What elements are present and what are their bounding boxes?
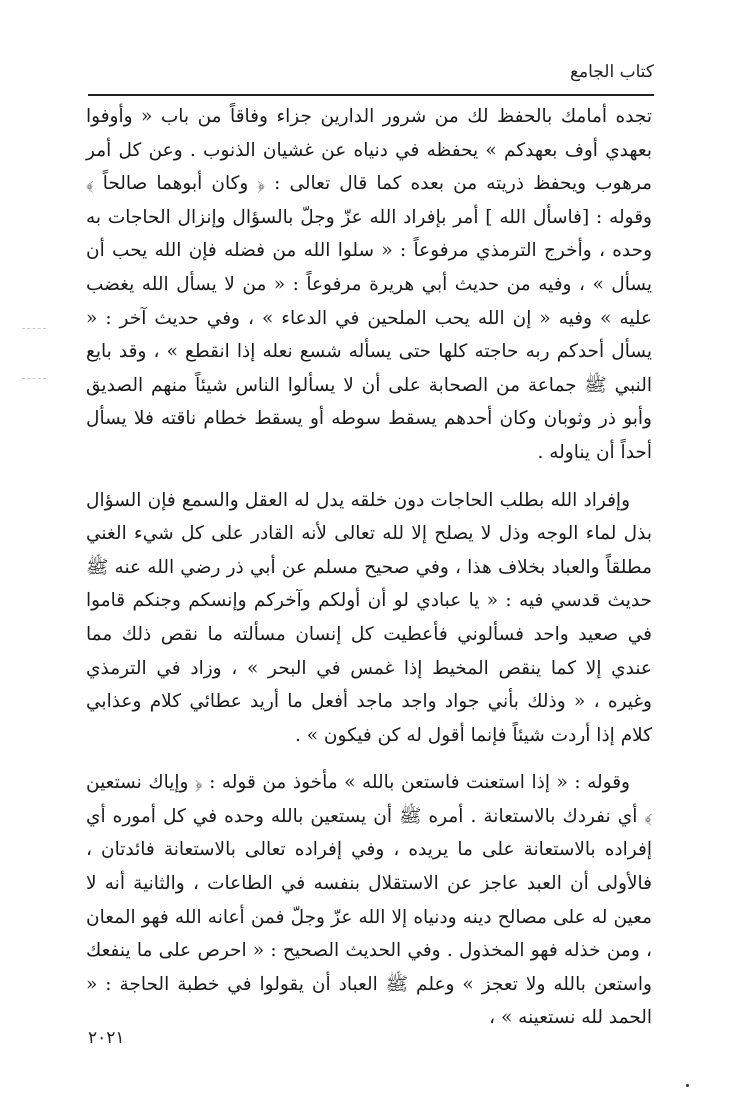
paragraph-2: وإفراد الله بطلب الحاجات دون خلقه يدل له العقل والسمع فإن السؤال بذل لماء الوجه وذل لا يصلح إلا لله تعالى لأنه القادر على كل شيء الغني مطلقاً والعباد بخلاف هذا ، وفي صحيح مسلم عن أبي ذر رضي الله عنه ﷺ حديث قدسي فيه : « يا عبادي لو أن أولكم وآخركم وإنسكم وجنكم قاموا في صعيد واحد فسألوني فأعطيت كل إنسان مسألته ما نقص ذلك مما عندي إلا كما ينقص المخيط إذا غمس في البحر » ، وزاد في الترمذي وغيره ، « وذلك بأني جواد واجد ماجد أفعل ما أريد عطائي كلام وعذابي كلام إذا أردت شيئاً فإنما أقول له كن فيكون » . bbox=[86, 489, 652, 746]
margin-scan-mark bbox=[22, 378, 46, 379]
paragraph-3: وقوله : « إذا استعنت فاستعن بالله » مأخوذ من قوله : ﴿ وإياك نستعين ﴾ أي نفردك بالاستعانة . أمره ﷺ أن يستعين بالله وحده في كل أموره أي إفراده بالاستعانة على ما يريده ، وفي إفراده تعالى بالاستعانة فائدتان ، فالأولى أن العبد عاجز عن الاستقلال بنفسه في الطاعات ، والثانية أنه لا معين له على مصالح دينه ودنياه إلا الله عزّ وجلّ فمن أعانه الله فهو المعان ، ومن خذله فهو المخذول . وفي الحديث الصحيح : « احرص على ما ينفعك واستعن بالله ولا تعجز » وعلم ﷺ العباد أن يقولوا في خطبة الحاجة : « الحمد لله نستعينه » ، bbox=[86, 772, 652, 1029]
paragraph-1: تجده أمامك بالحفظ لك من شرور الدارين جزاء وفاقاً من باب « وأوفوا بعهدي أوف بعهدكم » يحفظه في دنياه عن غشيان الذنوب . وعن كل أمر مرهوب ويحفظ ذريته من بعده كما قال تعالى : ﴿ وكان أبوهما صالحاً ﴾ وقوله : [فاسأل الله ] أمر بإفراد الله عزّ وجلّ بالسؤال وإنزال الحاجات به وحده ، وأخرج الترمذي مرفوعاً : « سلوا الله من فضله فإن الله يحب أن يسأل » ، وفيه من حديث أبي هريرة مرفوعاً : « من لا يسأل الله يغضب عليه » وفيه « إن الله يحب الملحين في الدعاء » ، وفي حديث آخر : « يسأل أحدكم ربه حاجته كلها حتى يسأله شسع نعله إذا انقطع » ، وقد بايع النبي ﷺ جماعة من الصحابة على أن لا يسألوا الناس شيئاً منهم الصديق وأبو ذر وثوبان وكان أحدهم يسقط سوطه أو يسقط خطام ناقته فلا يسأل أحداً أن يناوله . bbox=[86, 106, 652, 463]
running-title: كتاب الجامع bbox=[569, 62, 654, 82]
scan-dot bbox=[686, 1084, 689, 1087]
header-rule bbox=[88, 94, 654, 96]
margin-scan-mark bbox=[22, 328, 46, 329]
page-body bbox=[86, 100, 652, 1035]
page-number: ٢٠٢١ bbox=[88, 1028, 125, 1048]
